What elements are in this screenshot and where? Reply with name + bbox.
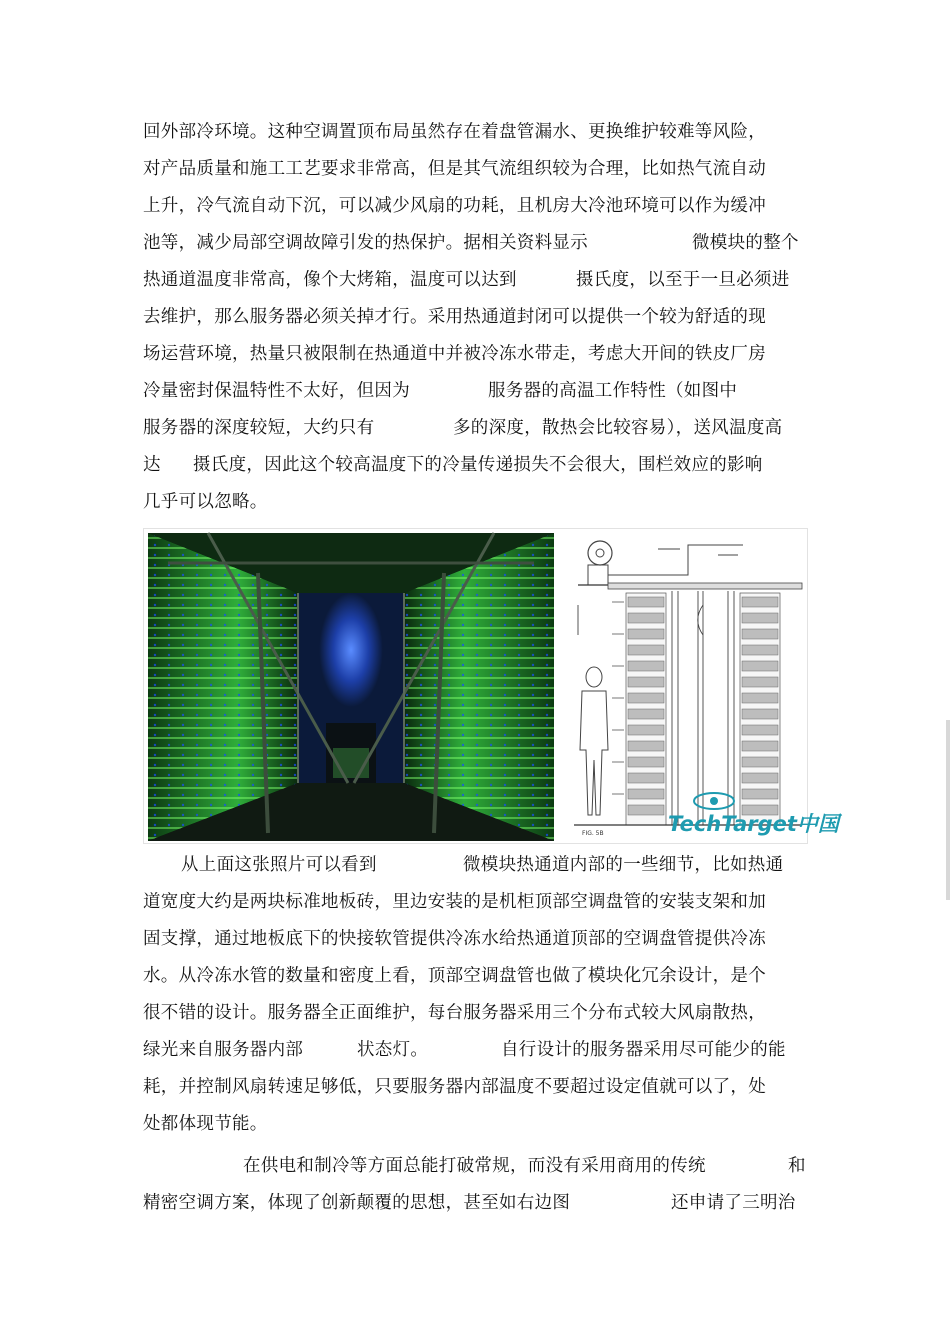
text-segment: 场运营环境，热量只被限制在热通道中并被冷冻水带走，考虑大开间的铁皮厂房 xyxy=(143,344,766,364)
text-line xyxy=(143,1035,813,1065)
text-line xyxy=(143,998,813,1028)
page-edge-shadow xyxy=(946,720,950,900)
text-line xyxy=(143,487,813,517)
text-segment: 达 xyxy=(143,455,161,475)
text-line xyxy=(143,961,813,991)
text-line xyxy=(143,1072,813,1102)
text-segment: 还申请了三明治 xyxy=(671,1193,796,1213)
text-segment: 几乎可以忽略。 xyxy=(143,492,268,512)
text-line xyxy=(143,117,813,147)
figure xyxy=(143,528,839,844)
text-segment: 在供电和制冷等方面总能打破常规，而没有采用商用的传统 xyxy=(243,1156,706,1176)
text-segment: 微模块热通道内部的一些细节，比如热通 xyxy=(463,855,784,875)
text-line xyxy=(143,1109,813,1139)
text-line xyxy=(143,887,813,917)
text-line xyxy=(143,228,813,258)
text-segment: 和 xyxy=(788,1156,806,1176)
text-segment: 对产品质量和施工工艺要求非常高，但是其气流组织较为合理，比如热气流自动 xyxy=(143,159,766,179)
text-segment: 热通道温度非常高，像个大烤箱，温度可以达到 xyxy=(143,270,517,290)
diagram-caption: FIG. 5B xyxy=(582,830,604,837)
text-segment: 多的深度，散热会比较容易），送风温度高 xyxy=(453,418,783,438)
text-segment: 水。从冷冻水管的数量和密度上看，顶部空调盘管也做了模块化冗余设计，是个 xyxy=(143,966,766,986)
text-line xyxy=(143,924,813,954)
text-line xyxy=(143,450,813,480)
text-line xyxy=(143,191,813,221)
text-line xyxy=(143,265,813,295)
text-line xyxy=(143,1151,813,1181)
text-segment: 从上面这张照片可以看到 xyxy=(181,855,377,875)
text-segment: 摄氏度，以至于一旦必须进 xyxy=(576,270,790,290)
text-segment: 耗，并控制风扇转速足够低，只要服务器内部温度不要超过设定值就可以了，处 xyxy=(143,1077,766,1097)
hot-aisle-photo xyxy=(148,533,554,841)
text-segment: 微模块的整个 xyxy=(692,233,799,253)
text-line xyxy=(143,302,813,332)
text-line xyxy=(143,154,813,184)
text-segment: 绿光来自服务器内部 xyxy=(143,1040,304,1060)
text-line xyxy=(143,339,813,369)
text-segment: 池等，减少局部空调故障引发的热保护。据相关资料显示 xyxy=(143,233,588,253)
text-segment: 去维护，那么服务器必须关掉才行。采用热通道封闭可以提供一个较为舒适的现 xyxy=(143,307,766,327)
text-segment: 回外部冷环境。这种空调置顶布局虽然存在着盘管漏水、更换维护较难等风险， xyxy=(143,122,766,142)
text-segment: 冷量密封保温特性不太好，但因为 xyxy=(143,381,410,401)
text-segment: 服务器的高温工作特性（如图中 xyxy=(488,381,738,401)
text-segment: 服务器的深度较短，大约只有 xyxy=(143,418,375,438)
text-segment: 精密空调方案，体现了创新颠覆的思想，甚至如右边图 xyxy=(143,1193,571,1213)
text-line xyxy=(143,1188,813,1218)
text-segment: 上升，冷气流自动下沉，可以减少风扇的功耗，且机房大冷池环境可以作为缓冲 xyxy=(143,196,766,216)
text-line xyxy=(143,413,813,443)
text-segment: 处都体现节能。 xyxy=(143,1114,268,1134)
patent-diagram xyxy=(568,535,839,841)
text-segment: 摄氏度，因此这个较高温度下的冷量传递损失不会很大，围栏效应的影响 xyxy=(193,455,763,475)
text-segment: 很不错的设计。服务器全正面维护，每台服务器采用三个分布式较大风扇散热， xyxy=(143,1003,766,1023)
text-segment: 道宽度大约是两块标准地板砖，里边安装的是机柜顶部空调盘管的安装支架和加 xyxy=(143,892,766,912)
text-line xyxy=(143,850,813,880)
watermark-text: TechTarget中国 xyxy=(668,812,839,836)
text-segment: 状态灯。 xyxy=(357,1040,429,1060)
text-segment: 固支撑，通过地板底下的快接软管提供冷冻水给热通道顶部的空调盘管提供冷冻 xyxy=(143,929,766,949)
text-line xyxy=(143,376,813,406)
text-segment: 自行设计的服务器采用尽可能少的能 xyxy=(501,1040,786,1060)
